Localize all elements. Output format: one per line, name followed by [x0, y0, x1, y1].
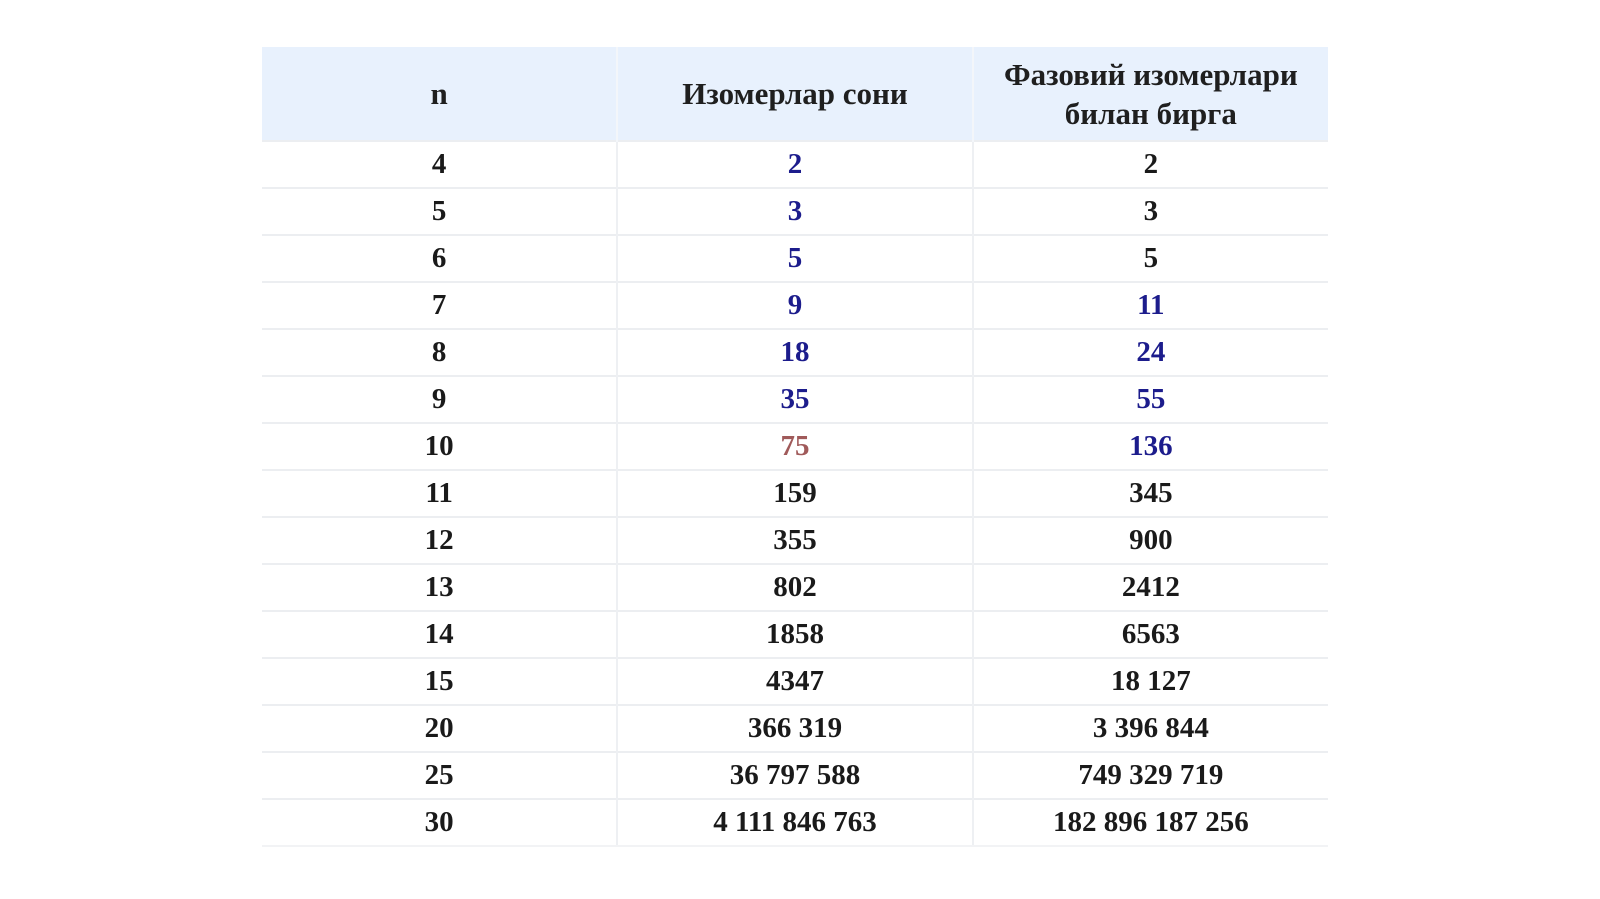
table-row	[262, 423, 1328, 470]
cell-n: 30	[262, 799, 617, 846]
table-row	[262, 188, 1328, 235]
table-row	[262, 564, 1328, 611]
isomer-count-table	[262, 47, 1328, 847]
cell-with-stereoisomers: 24	[973, 329, 1328, 376]
table-row	[262, 658, 1328, 705]
cell-with-stereoisomers: 136	[973, 423, 1328, 470]
header-with-stereoisomers: Фазовий изомерлари билан бирга	[973, 47, 1328, 141]
table-header-row	[262, 47, 1328, 141]
cell-n: 10	[262, 423, 617, 470]
cell-n: 14	[262, 611, 617, 658]
cell-n: 6	[262, 235, 617, 282]
cell-isomer-count: 75	[617, 423, 972, 470]
cell-with-stereoisomers: 900	[973, 517, 1328, 564]
cell-with-stereoisomers: 749 329 719	[973, 752, 1328, 799]
cell-isomer-count: 3	[617, 188, 972, 235]
table-row	[262, 329, 1328, 376]
table-row	[262, 141, 1328, 188]
cell-n: 15	[262, 658, 617, 705]
cell-with-stereoisomers: 2	[973, 141, 1328, 188]
table-row	[262, 517, 1328, 564]
table-row	[262, 705, 1328, 752]
cell-with-stereoisomers: 55	[973, 376, 1328, 423]
cell-with-stereoisomers: 6563	[973, 611, 1328, 658]
table-row	[262, 235, 1328, 282]
cell-isomer-count: 4347	[617, 658, 972, 705]
isomer-table-container	[262, 47, 1328, 847]
table-row	[262, 611, 1328, 658]
cell-isomer-count: 4 111 846 763	[617, 799, 972, 846]
cell-n: 7	[262, 282, 617, 329]
cell-isomer-count: 366 319	[617, 705, 972, 752]
cell-n: 8	[262, 329, 617, 376]
cell-n: 4	[262, 141, 617, 188]
cell-with-stereoisomers: 11	[973, 282, 1328, 329]
cell-n: 13	[262, 564, 617, 611]
cell-with-stereoisomers: 5	[973, 235, 1328, 282]
cell-n: 5	[262, 188, 617, 235]
cell-isomer-count: 36 797 588	[617, 752, 972, 799]
cell-n: 25	[262, 752, 617, 799]
table-row	[262, 470, 1328, 517]
cell-with-stereoisomers: 2412	[973, 564, 1328, 611]
table-row	[262, 799, 1328, 846]
cell-isomer-count: 9	[617, 282, 972, 329]
table-row	[262, 282, 1328, 329]
table-row	[262, 752, 1328, 799]
cell-isomer-count: 1858	[617, 611, 972, 658]
cell-with-stereoisomers: 182 896 187 256	[973, 799, 1328, 846]
cell-with-stereoisomers: 345	[973, 470, 1328, 517]
header-n: n	[262, 47, 617, 141]
cell-isomer-count: 802	[617, 564, 972, 611]
cell-isomer-count: 2	[617, 141, 972, 188]
cell-with-stereoisomers: 18 127	[973, 658, 1328, 705]
cell-isomer-count: 18	[617, 329, 972, 376]
cell-isomer-count: 5	[617, 235, 972, 282]
cell-n: 20	[262, 705, 617, 752]
cell-isomer-count: 35	[617, 376, 972, 423]
cell-isomer-count: 355	[617, 517, 972, 564]
cell-with-stereoisomers: 3	[973, 188, 1328, 235]
header-isomer-count: Изомерлар сони	[617, 47, 972, 141]
cell-n: 11	[262, 470, 617, 517]
cell-isomer-count: 159	[617, 470, 972, 517]
cell-n: 12	[262, 517, 617, 564]
table-row	[262, 376, 1328, 423]
cell-n: 9	[262, 376, 617, 423]
cell-with-stereoisomers: 3 396 844	[973, 705, 1328, 752]
table-body	[262, 141, 1328, 846]
